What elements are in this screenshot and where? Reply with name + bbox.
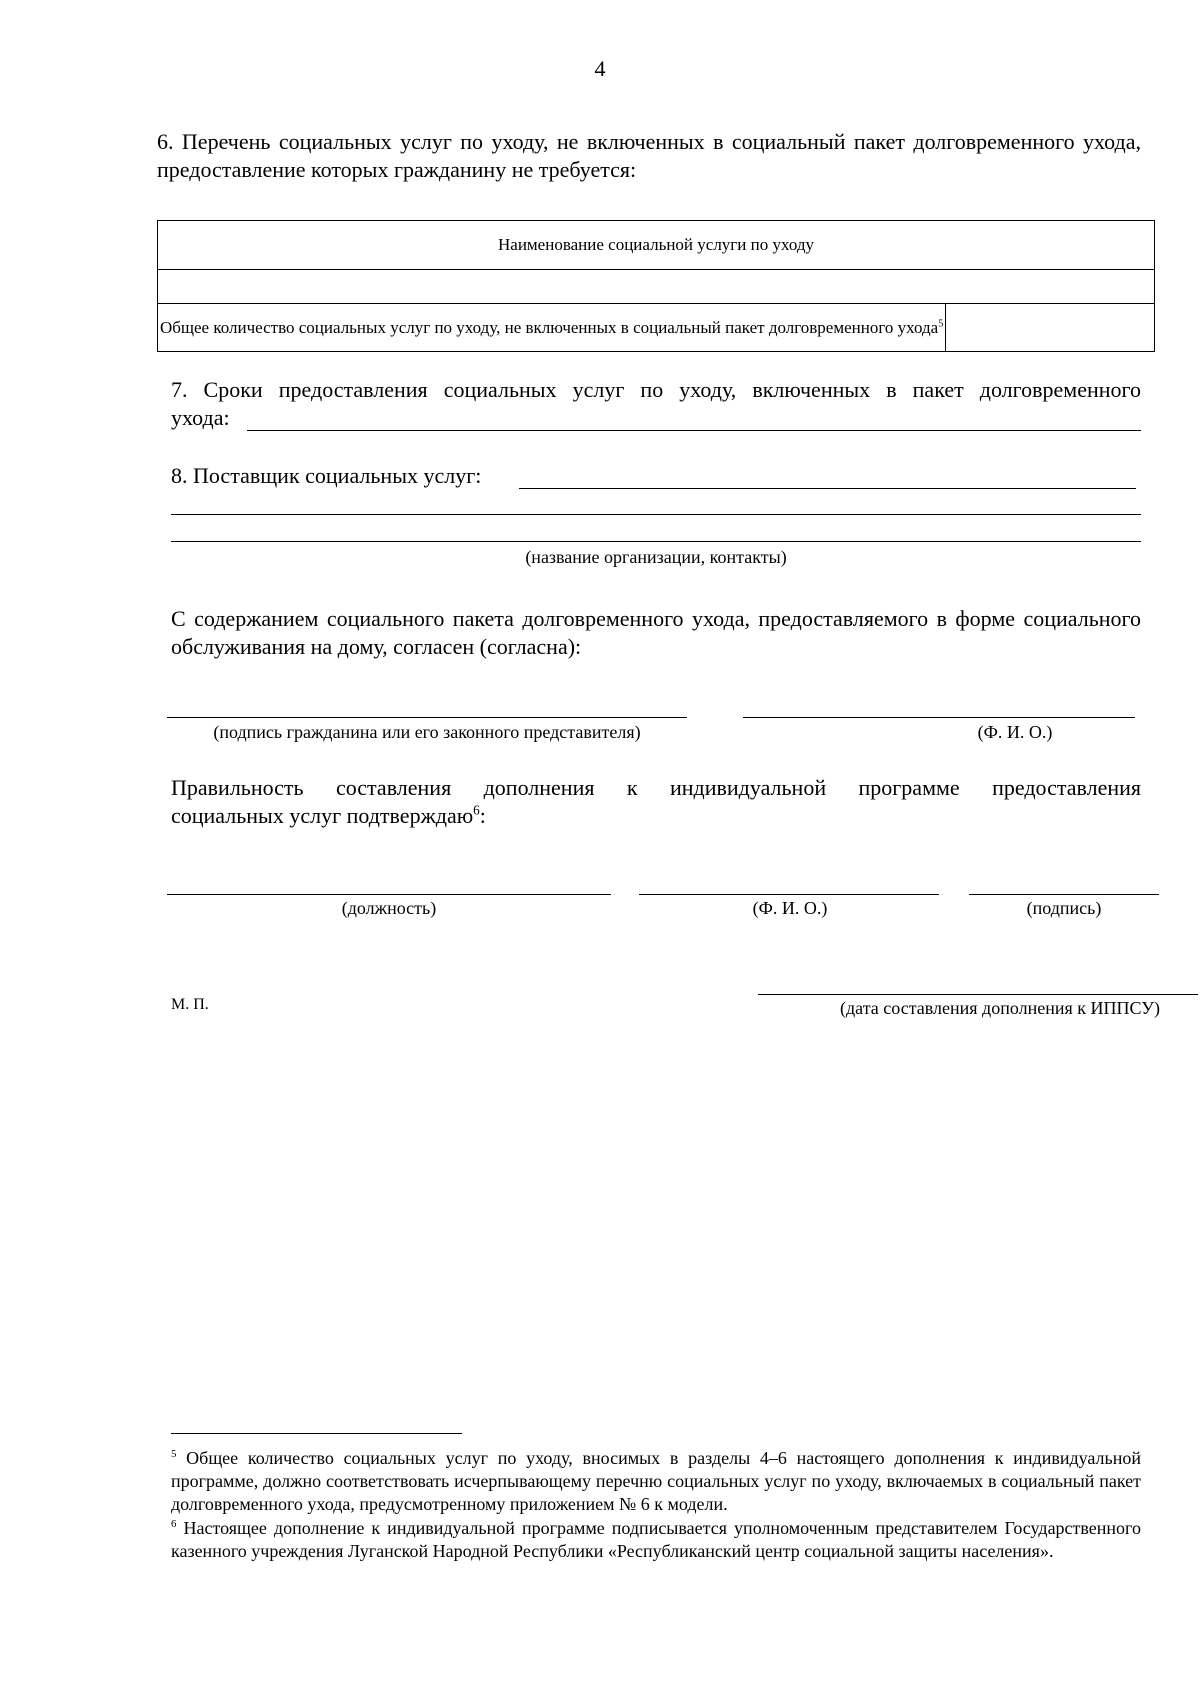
section-6-text: 6. Перечень социальных услуг по уходу, не включенных в социальный пакет долговременного ухода, предоставление которых гражданину не требуется:: [157, 129, 1141, 182]
position-field[interactable]: [167, 894, 611, 895]
provider-caption: (название организации, контакты): [525, 547, 787, 567]
section-7-field[interactable]: [247, 430, 1141, 431]
table-empty-row[interactable]: [158, 270, 1155, 304]
section-8-label: 8. Поставщик социальных услуг:: [171, 463, 482, 488]
page-number: 4: [594, 56, 606, 81]
consent-signature-caption: (подпись гражданина или его законного представителя): [213, 722, 641, 742]
provider-field-1[interactable]: [519, 488, 1136, 489]
confirmation-line2: социальных услуг подтверждаю$^6$:: [171, 802, 486, 828]
provider-field-3[interactable]: [171, 541, 1141, 542]
footnote-6: $^6$ Настоящее дополнение к индивидуальной программе подписывается уполномоченным представителем Государственного казенного учреждения Луганской Народной Республики «Республиканский центр социальной защиты населения».: [171, 1518, 1141, 1561]
section-7-line2: ухода:: [171, 405, 230, 430]
table-header: Наименование социальной услуги по уходу: [158, 221, 1155, 270]
consent-text: С содержанием социального пакета долговременного ухода, предоставляемого в форме социального обслуживания на дому, согласен (согласна):: [171, 606, 1141, 659]
provider-field-2[interactable]: [171, 514, 1141, 515]
date-caption: (дата составления дополнения к ИППСУ): [840, 998, 1160, 1018]
consent-signature-field[interactable]: [167, 717, 687, 718]
official-name-field[interactable]: [639, 894, 939, 895]
footnote-separator: [171, 1433, 462, 1434]
consent-name-field[interactable]: [743, 717, 1135, 718]
consent-name-caption: (Ф. И. О.): [977, 722, 1053, 742]
stamp-label: М. П.: [171, 996, 209, 1013]
official-signature-field[interactable]: [969, 894, 1159, 895]
official-signature-caption: (подпись): [1026, 898, 1102, 918]
section-7-line1: 7. Сроки предоставления социальных услуг по уходу, включенных в пакет долговременного: [171, 377, 1141, 402]
date-field[interactable]: [758, 994, 1198, 995]
position-caption: (должность): [341, 898, 437, 918]
official-name-caption: (Ф. И. О.): [752, 898, 828, 918]
footnote-5: $^5$ Общее количество социальных услуг по уходу, вносимых в разделы 4–6 настоящего дополнения к индивидуальной программе, должно соответствовать исчерпывающему перечню социальных услуг по уходу, включаемых в социальный пакет долговременного ухода, предусмотренному приложением № 6 к модели.: [171, 1448, 1141, 1514]
table-total-value[interactable]: [946, 304, 1155, 352]
table-total-label: Общее количество социальных услуг по уходу, не включенных в социальный пакет долговременного ухода$^5$: [158, 304, 946, 352]
services-table: [157, 220, 1155, 352]
confirmation-line1: Правильность составления дополнения к индивидуальной программе предоставления: [171, 775, 1141, 800]
